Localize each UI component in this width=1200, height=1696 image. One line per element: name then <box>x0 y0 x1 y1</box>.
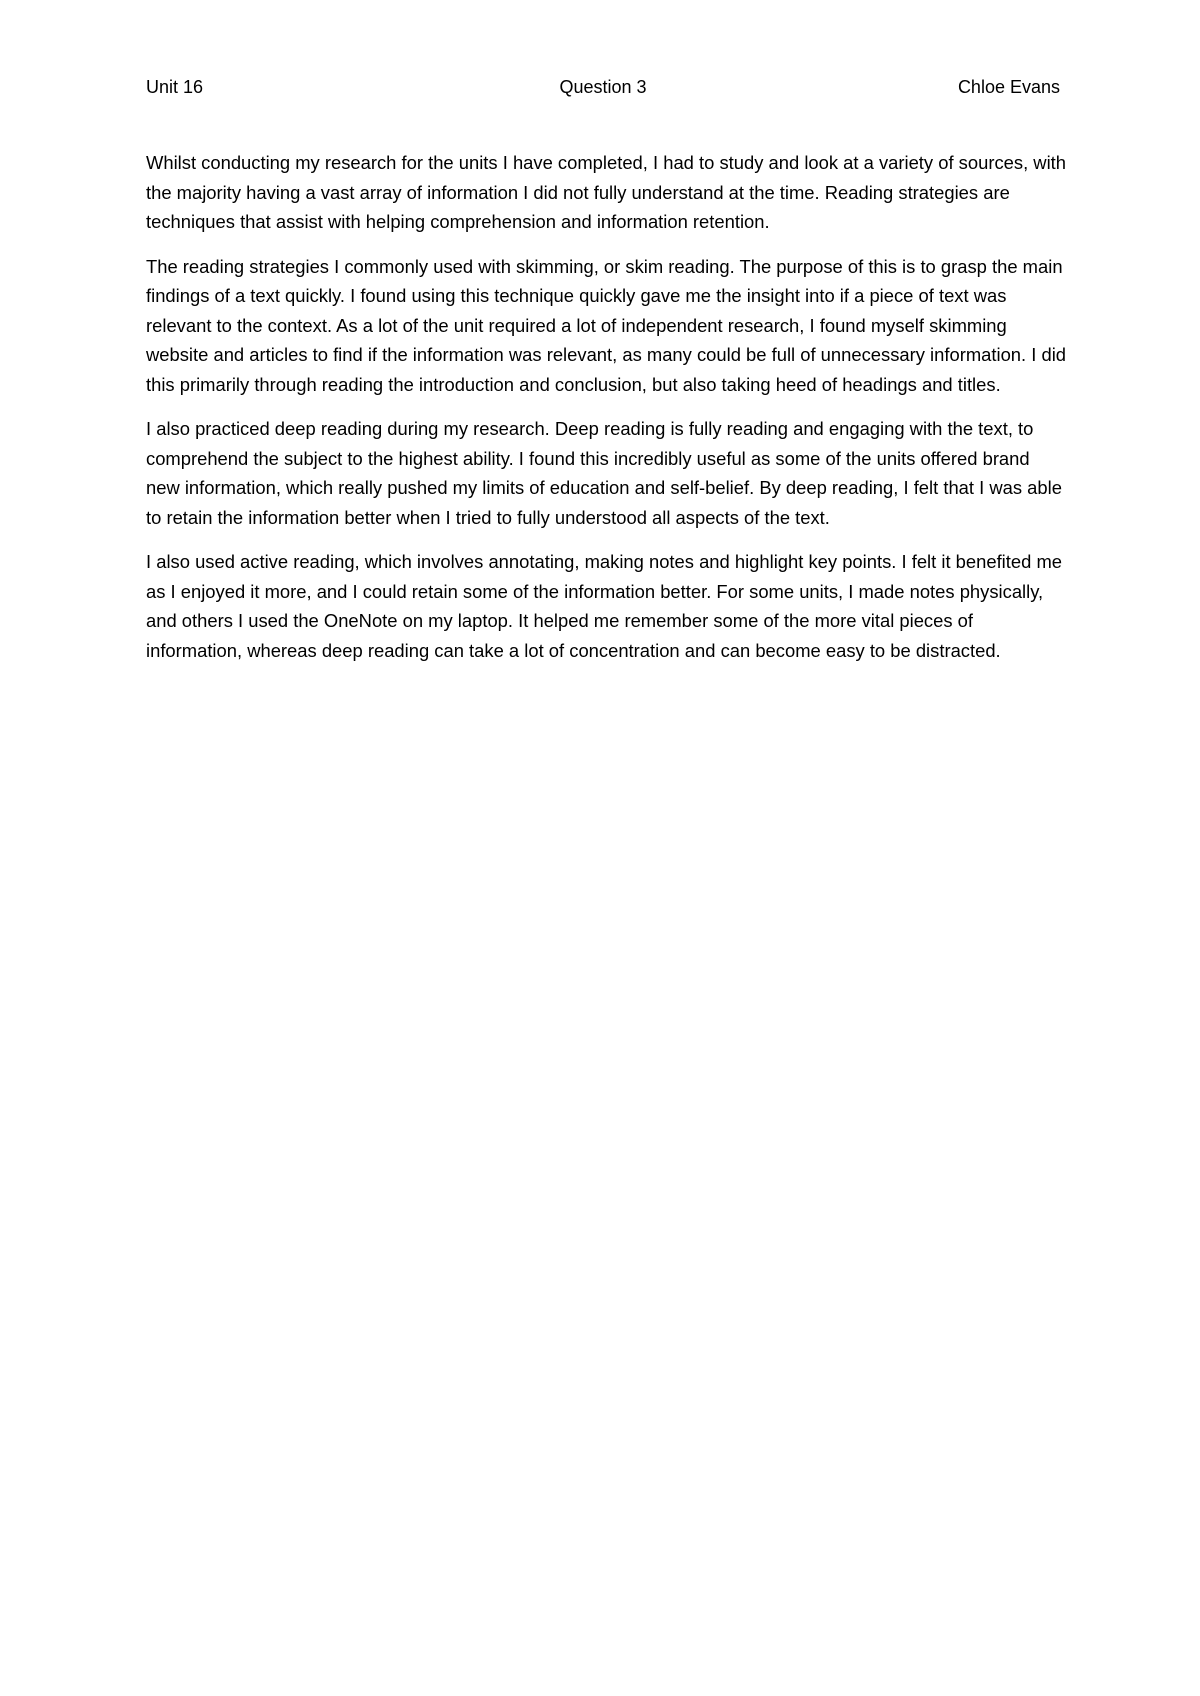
paragraph: I also practiced deep reading during my research. Deep reading is fully reading and engaging with the text, to comprehend the subject to the highest ability. I found this incredibly useful as some of the units offered brand new information, which really pushed my limits of education and self-belief. By deep reading, I felt that I was able to retain the information better when I tried to fully understood all aspects of the text. <box>146 418 1062 528</box>
paragraph: I also used active reading, which involves annotating, making notes and highlight key points. I felt it benefited me as I enjoyed it more, and I could retain some of the information better. For some units, I made notes physically, and others I used the OneNote on my laptop. It helped me remember some of the more vital pieces of information, whereas deep reading can take a lot of concentration and can become easy to be distracted. <box>146 551 1062 661</box>
header-author: Chloe Evans <box>957 77 1060 97</box>
paragraph: The reading strategies I commonly used with skimming, or skim reading. The purpose of this is to grasp the main findings of a text quickly. I found using this technique quickly gave me the insight into if a piece of text was relevant to the context. As a lot of the unit required a lot of independent research, I found myself skimming website and articles to find if the information was relevant, as many could be full of unnecessary information. I did this primarily through reading the introduction and conclusion, but also taking heed of headings and titles. <box>146 255 1067 395</box>
document-body <box>146 148 1066 680</box>
paragraph: Whilst conducting my research for the units I have completed, I had to study and look at a variety of sources, with the majority having a vast array of information I did not fully understand at the time. Reading strategies are techniques that assist with helping comprehension and information retention. <box>146 152 1066 232</box>
header-question: Question 3 <box>559 77 647 97</box>
header-unit: Unit 16 <box>146 77 204 97</box>
page-header <box>146 74 1060 100</box>
